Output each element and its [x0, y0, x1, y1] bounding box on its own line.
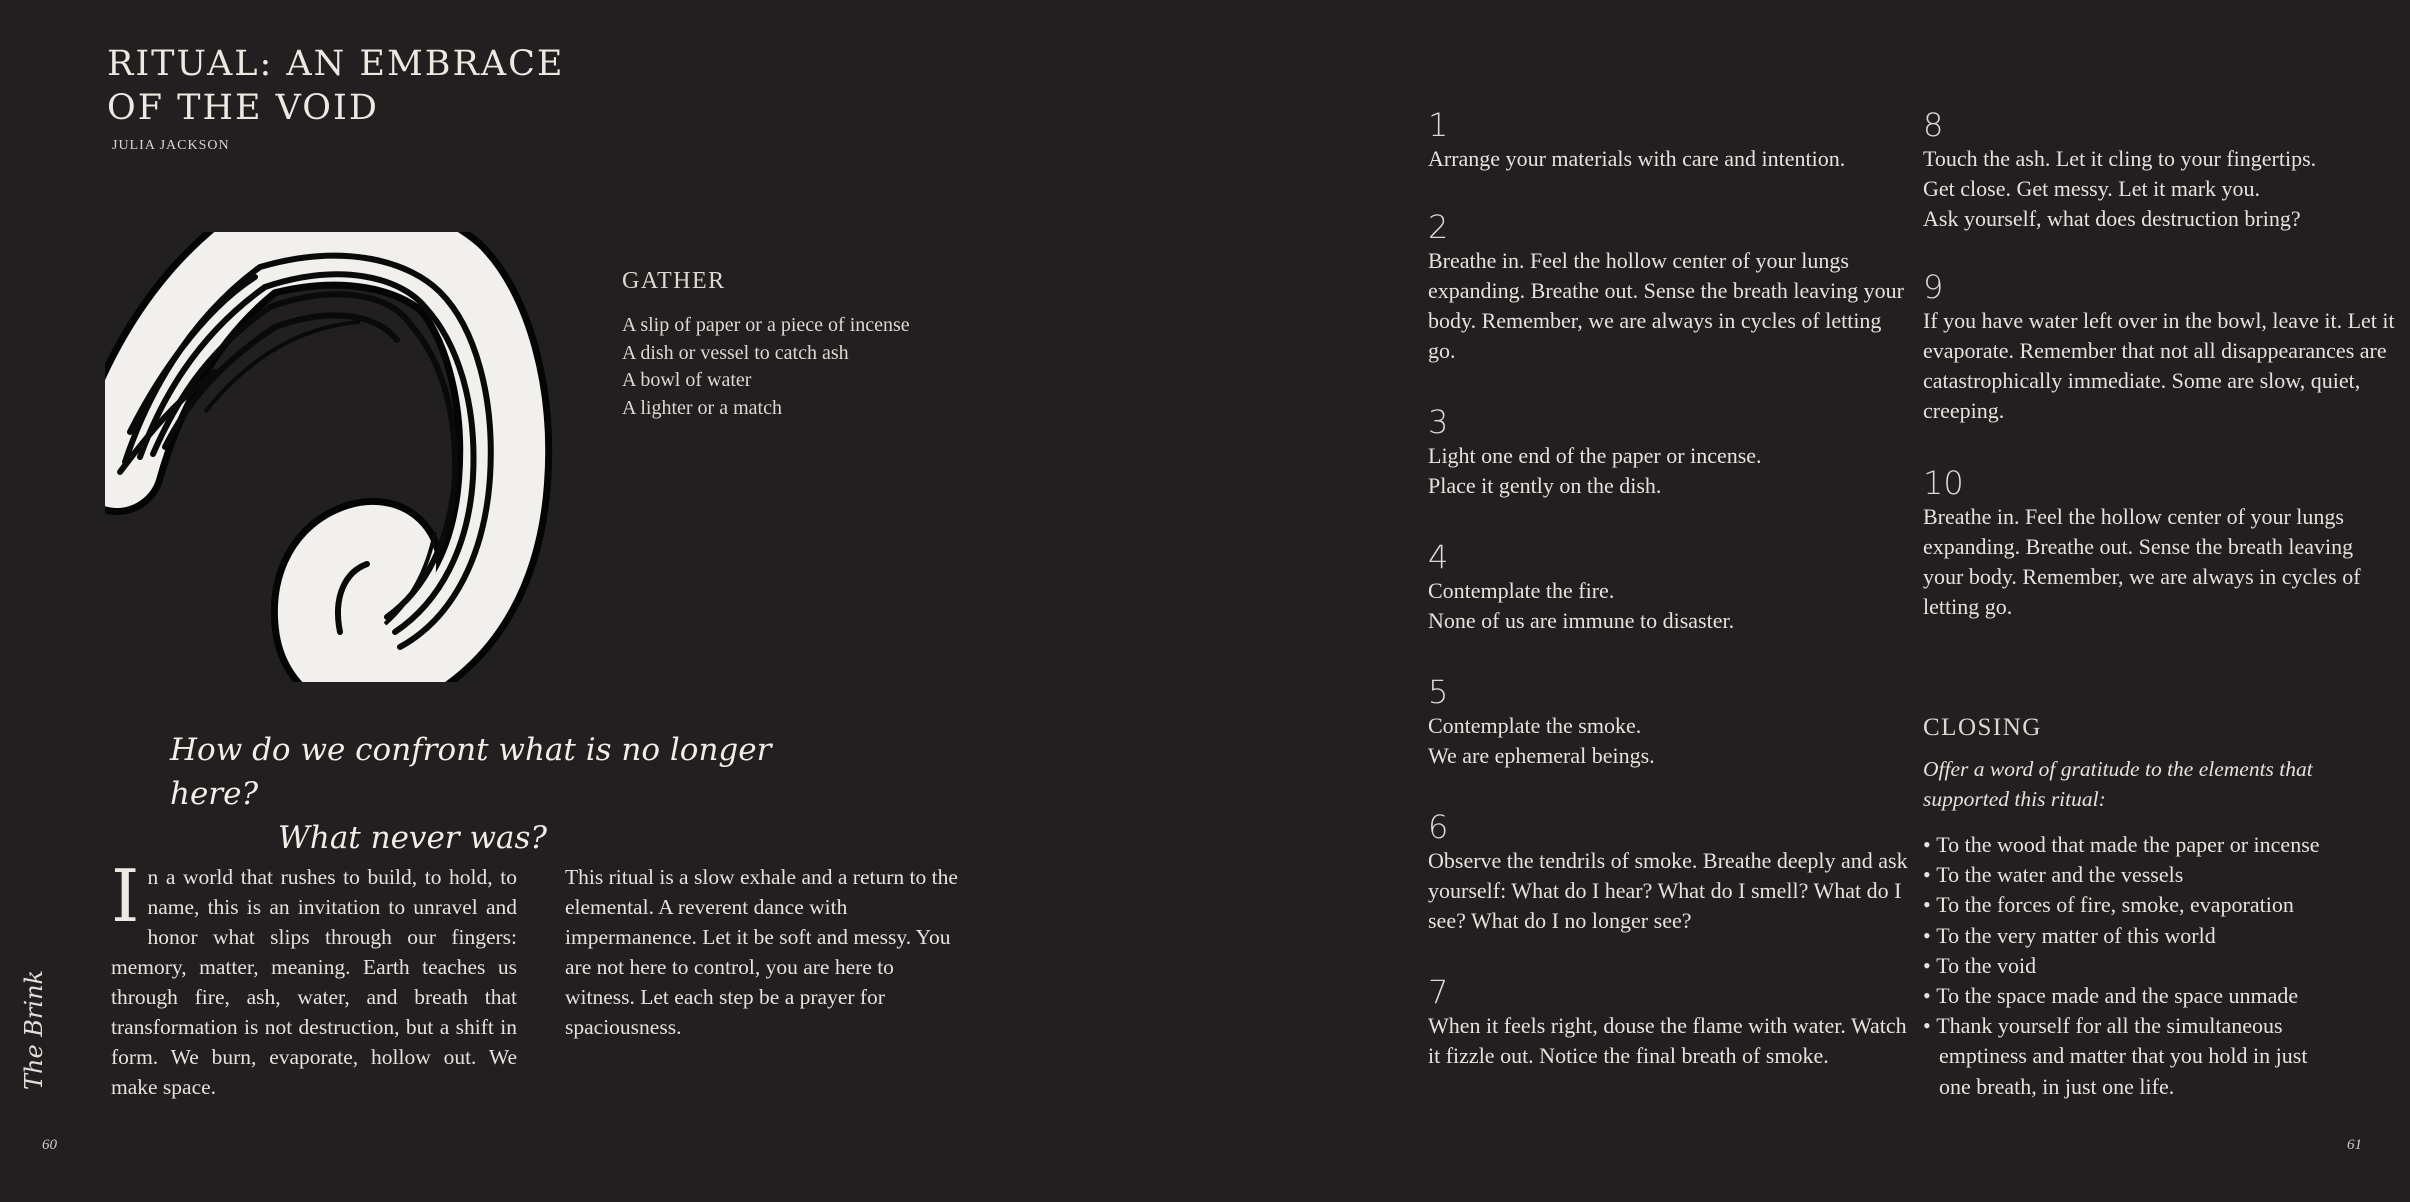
intro-text-left: n a world that rushes to build, to hold, to name, this is an invitation to unravel and honor what slips through our fingers: memory, matter, meaning. Earth teaches us through fire, ash, water, and breath that transformation is not destruction, but a shift in form. We burn, evaporate, hollow out. We make space.: [111, 865, 517, 1099]
intro-paragraph-left: [111, 854, 517, 1102]
step-text: Arrange your materials with care and intention.: [1428, 146, 1846, 171]
gather-list: [622, 312, 910, 422]
step-text: When it feels right, douse the flame with water. Watch it fizzle out. Notice the final breath of smoke.: [1428, 1013, 1907, 1068]
gather-item: A lighter or a match: [622, 396, 782, 419]
step-number: 9: [1923, 268, 1944, 306]
step-text: Observe the tendrils of smoke. Breathe deeply and ask yourself: What do I hear? What do I smell? What do I see? What do I no longer see?: [1428, 848, 1908, 933]
step-1: [1428, 108, 1908, 174]
step-9: [1923, 270, 2403, 426]
title-line-1: RITUAL: AN EMBRACE: [107, 44, 565, 84]
closing-intro: Offer a word of gratitude to the elements that supported this ritual:: [1923, 757, 2313, 811]
closing-item: • To the space made and the space unmade: [1923, 981, 2383, 1011]
step-number: 4: [1428, 538, 1449, 576]
ink-swirl-illustration: [105, 232, 585, 682]
step-text: Touch the ash. Let it cling to your fingertips. Get close. Get messy. Let it mark you. Ask yourself, what does destruction bring?: [1923, 146, 2317, 231]
step-text: Breathe in. Feel the hollow center of your lungs expanding. Breathe out. Sense the breath leaving your body. Remember, we are always in cycles of letting go.: [1923, 504, 2361, 619]
author-byline: JULIA JACKSON: [112, 138, 230, 153]
gather-item: A bowl of water: [622, 369, 752, 391]
section-side-label: The Brink: [20, 969, 48, 1090]
step-text: Contemplate the smoke. We are ephemeral beings.: [1428, 713, 1655, 768]
gather-heading: GATHER: [622, 268, 726, 294]
closing-item: • To the wood that made the paper or incense: [1923, 830, 2383, 860]
step-number: 5: [1428, 673, 1449, 711]
step-number: 7: [1428, 973, 1449, 1011]
step-text: Light one end of the paper or incense. Place it gently on the dish.: [1428, 443, 1762, 498]
closing-list: [1923, 830, 2383, 1102]
page-number-right: 61: [2347, 1137, 2362, 1153]
intro-paragraph-right: This ritual is a slow exhale and a return to the elemental. A reverent dance with impermanence. Let it be soft and messy. You are not here to control, you are here to witness. Let each step be a prayer for spaciousness.: [565, 865, 958, 1039]
step-number: 10: [1923, 464, 1964, 502]
step-number: 6: [1428, 808, 1449, 846]
closing-item: • To the forces of fire, smoke, evaporation: [1923, 890, 2383, 920]
step-2: [1428, 210, 1908, 366]
step-10: [1923, 466, 2403, 622]
page-number-left: 60: [42, 1137, 57, 1153]
step-number: 1: [1428, 106, 1449, 144]
step-8: [1923, 108, 2403, 234]
step-number: 3: [1428, 403, 1449, 441]
closing-item: • To the void: [1923, 951, 2383, 981]
article-title: [107, 42, 647, 130]
step-number: 2: [1428, 208, 1449, 246]
title-line-2: OF THE VOID: [107, 88, 379, 128]
drop-cap: I: [111, 854, 140, 938]
closing-heading: CLOSING: [1923, 714, 2042, 741]
step-5: [1428, 675, 1908, 771]
closing-item: • Thank yourself for all the simultaneous emptiness and matter that you hold in just one breath, in just one life.: [1923, 1011, 2339, 1102]
step-3: [1428, 405, 1908, 501]
step-6: [1428, 810, 1908, 936]
quote-line-1: How do we confront what is no longer here?: [170, 732, 772, 812]
gather-item: A dish or vessel to catch ash: [622, 341, 849, 364]
step-4: [1428, 540, 1908, 636]
closing-item: • To the very matter of this world: [1923, 921, 2383, 951]
closing-item: • To the water and the vessels: [1923, 860, 2383, 890]
gather-item: A slip of paper or a piece of incense: [622, 314, 910, 336]
step-number: 8: [1923, 106, 1944, 144]
step-text: Breathe in. Feel the hollow center of your lungs expanding. Breathe out. Sense the breath leaving your body. Remember, we are always in cycles of letting go.: [1428, 248, 1904, 363]
handwritten-quote: [160, 728, 820, 860]
quote-line-2: What never was?: [278, 820, 548, 856]
step-text: If you have water left over in the bowl, leave it. Let it evaporate. Remember that not all disappearances are catastrophically immediate. Some are slow, quiet, creeping.: [1923, 308, 2395, 423]
step-7: [1428, 975, 1908, 1071]
step-text: Contemplate the fire. None of us are immune to disaster.: [1428, 578, 1735, 633]
